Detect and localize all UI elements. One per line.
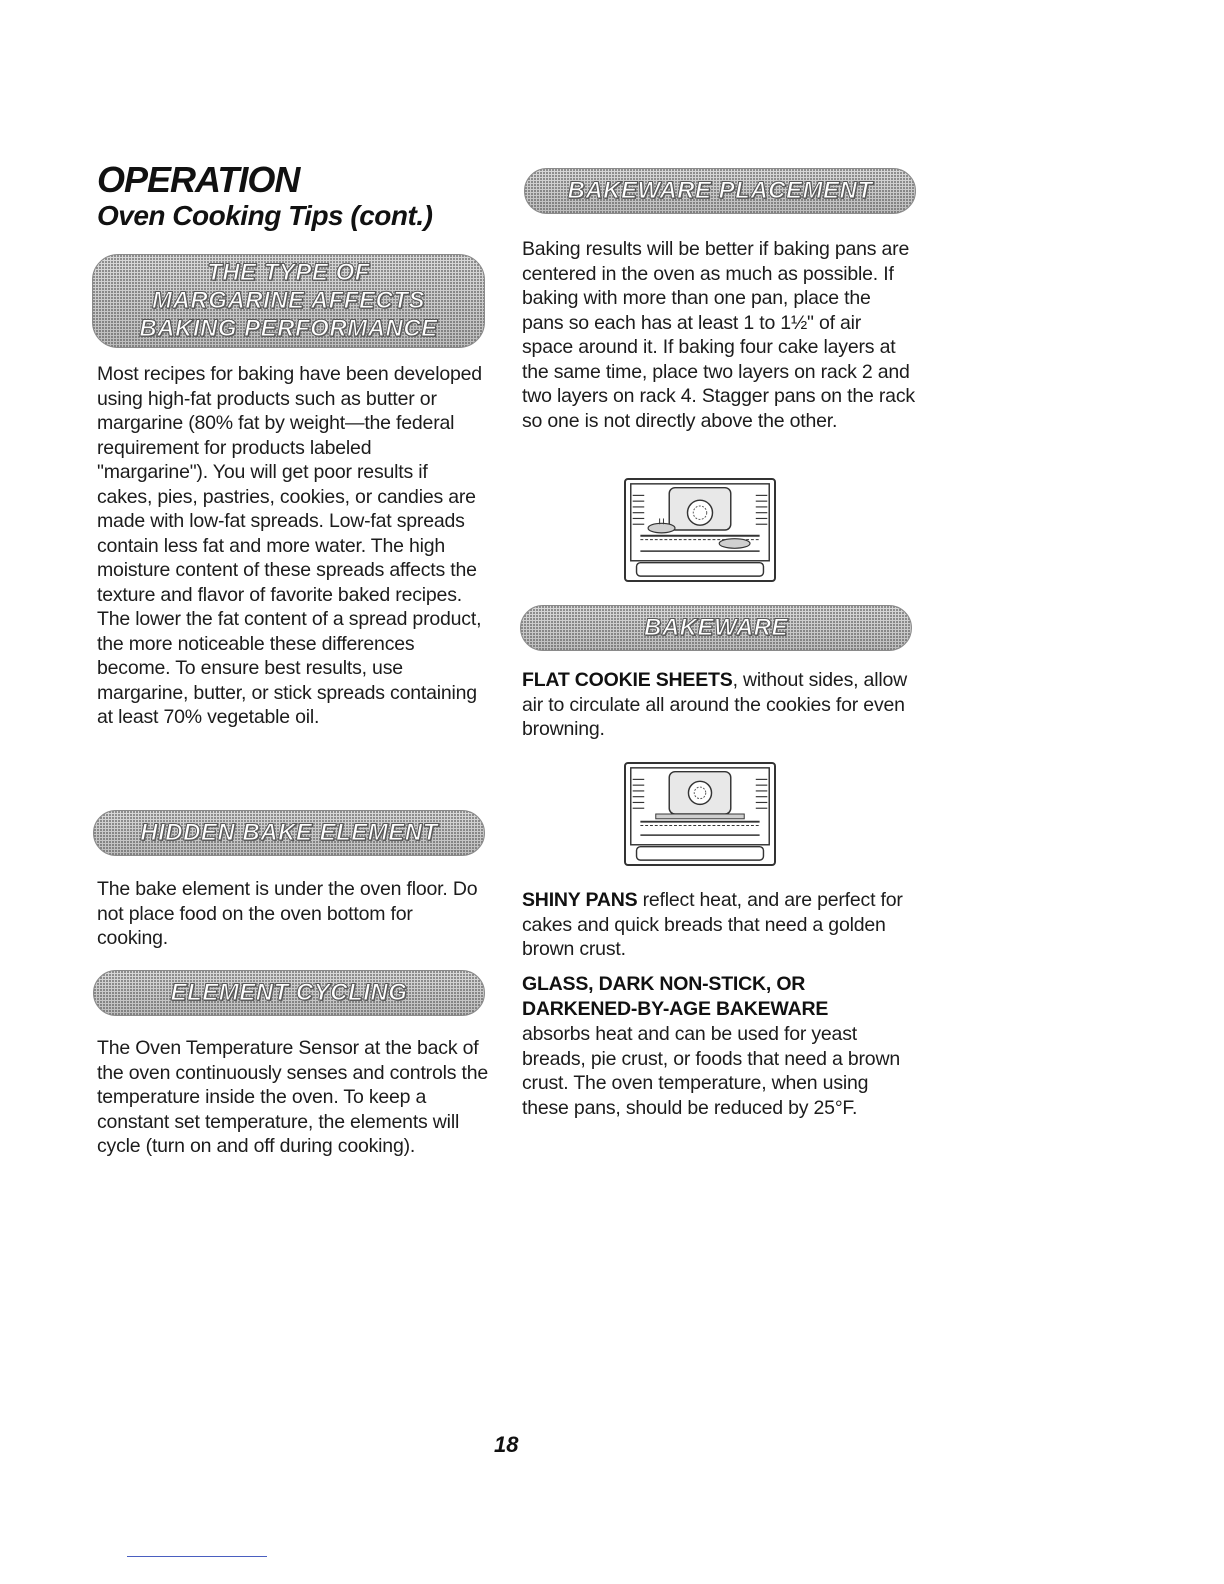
oven-cookie-sheet-svg: [626, 764, 774, 864]
page-number: 18: [494, 1432, 519, 1457]
banner-margarine-line-1: THE TYPE OF: [207, 259, 370, 286]
glass-bakeware-paragraph: absorbs heat and can be used for yeast breads, pie crust, or foods that need a brown crust. The oven temperature, when using these pans, should be reduced by 25°F.: [522, 1023, 900, 1119]
banner-margarine-line-3: BAKING PERFORMANCE: [139, 315, 438, 342]
banner-element-cycling: [93, 970, 485, 1016]
cookie-sheets-heading: FLAT COOKIE SHEETS: [522, 669, 733, 691]
banner-hidden-bake-element: [93, 810, 485, 856]
banner-bakeware: [520, 605, 912, 651]
banner-bakeware-placement: [524, 168, 916, 214]
oven-illustration-staggered-pans: [624, 478, 776, 582]
shiny-pans-text: reflect heat, and are perfect for cakes and quick breads that need a golden brown crust.: [522, 889, 903, 960]
banner-element-cycling-label: ELEMENT CYCLING: [170, 979, 408, 1006]
oven-illustration-cookie-sheet: [624, 762, 776, 866]
shiny-pans-heading: SHINY PANS: [522, 889, 638, 911]
banner-bakeware-placement-label: BAKEWARE PLACEMENT: [567, 177, 873, 204]
placement-paragraph: Baking results will be better if baking pans are centered in the oven as much as possible. If baking with more than one pan, place the pans so each has at least 1 to 1½" of air space around it. If baking four cake layers at the same time, place two layers on rack 2 and two layers on rack 4. Stagger pans on the rack so one is not directly above the other.: [522, 238, 915, 432]
banner-hidden-bake-label: HIDDEN BAKE ELEMENT: [140, 819, 438, 846]
glass-bakeware-heading: GLASS, DARK NON-STICK, OR DARKENED-BY-AGE BAKEWARE: [522, 973, 829, 1020]
cookie-sheets-paragraph: [522, 668, 917, 742]
section-title: OPERATION: [97, 159, 300, 200]
hidden-bake-paragraph: The bake element is under the oven floor. Do not place food on the oven bottom for cooking.: [97, 878, 478, 949]
footer-rule: [127, 1556, 267, 1557]
banner-bakeware-label: BAKEWARE: [643, 614, 788, 641]
shiny-pans-paragraph: [522, 888, 917, 962]
cookie-sheets-text: , without sides, allow air to circulate all around the cookies for even browning.: [522, 669, 907, 740]
banner-margarine-line-2: MARGARINE AFFECTS: [152, 287, 425, 314]
element-cycling-paragraph: The Oven Temperature Sensor at the back of the oven continuously senses and controls the temperature inside the oven. To keep a constant set temperature, the elements will cycle (turn on and off during cooking).: [97, 1037, 489, 1157]
section-subtitle: Oven Cooking Tips (cont.): [97, 200, 433, 231]
banner-margarine: [92, 254, 485, 348]
oven-staggered-pans-svg: [626, 480, 774, 580]
margarine-paragraph: Most recipes for baking have been developed using high-fat products such as butter or margarine (80% fat by weight—the federal requirement for products labeled "margarine"). You will get poor results if cakes, pies, pastries, cookies, or candies are made with low-fat spreads. Low-fat spreads contain less fat and more water. The high moisture content of these spreads affects the texture and flavor of favorite baked recipes. The lower the fat content of a spread product, the more noticeable these differences become. To ensure best results, use margarine, butter, or stick spreads containing at least 70% vegetable oil.: [97, 363, 482, 728]
